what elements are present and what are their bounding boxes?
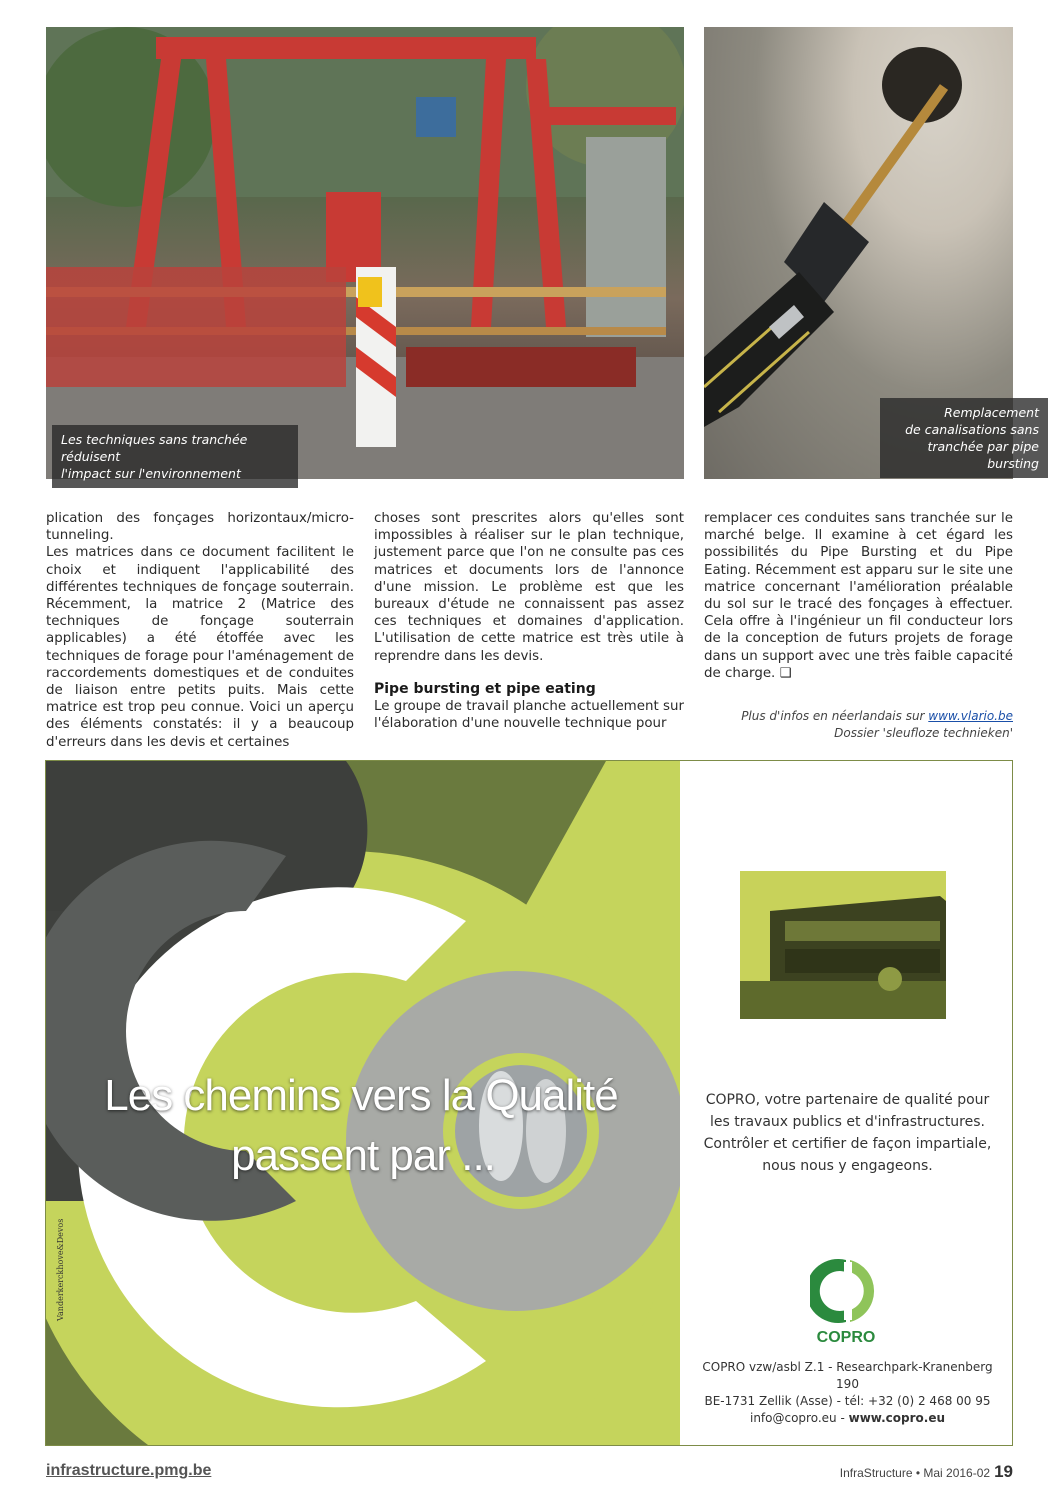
copro-logo-icon — [810, 1256, 882, 1326]
caption-line: Remplacement — [944, 405, 1039, 420]
caption-line: de canalisations sans — [905, 422, 1039, 437]
copro-website-link[interactable]: www.copro.eu — [848, 1411, 946, 1425]
caption-line: Les techniques sans tranchée réduisent — [61, 432, 248, 464]
caption-line: l'impact sur l'environnement — [61, 466, 241, 481]
ad-info-panel — [680, 761, 1013, 1445]
section-subheading: Pipe bursting et pipe eating — [374, 680, 596, 697]
page-number: 19 — [994, 1462, 1013, 1481]
ad-blurb: COPRO, votre partenaire de qualité pour les travaux publics et d'infrastructures. Contrôler et certifier de façon impartiale, nous nous y engageons. — [703, 1092, 992, 1174]
ad-artwork — [46, 761, 680, 1445]
design-credit: Vanderkerckhove&Devos — [56, 1218, 65, 1321]
article-text: choses sont prescrites alors qu'elles sont impossibles à réaliser sur le plan technique, justement parce que l'on ne consulte pas ces matrices et documents lors de l'annonce d'une mission. Le problème est que les bureaux d'étude ne connaissent pas assez ces techniques et domaines d'application. L'utilisation de cette matrice est très utile à reprendre dans les devis. — [374, 511, 684, 664]
article-text: remplacer ces conduites sans tranchée sur le marché belge. Il examine à cet égard les possibilités du Pipe Bursting et du Pipe Eating. Récemment est apparu sur le site une matrice concernant l'amélioration préalable du sol sur le tracé des fonçages à effectuer. Cela offre à l'ingénieur un fil conducteur lors de la conception de futurs projets de forage dans un support avec une très faible capacité de charge. ❑ — [704, 511, 1013, 681]
ad-headline-line-2: passent par ... — [231, 1131, 495, 1180]
address-line: BE-1731 Zellik (Asse) - tél: +32 (0) 2 468 00 95 — [704, 1394, 991, 1408]
issue-label: InfraStructure • Mai 2016-02 — [839, 1466, 991, 1480]
copro-advertisement — [45, 760, 1013, 1446]
dossier-name: Dossier 'sleufloze technieken' — [834, 726, 1013, 740]
copro-address — [690, 1359, 1005, 1427]
copro-building-image — [740, 871, 946, 1019]
article-column-1 — [46, 510, 354, 751]
more-info — [713, 708, 1013, 742]
article-text: Le groupe de travail planche actuellement sur l'élaboration d'une nouvelle technique pour — [374, 699, 684, 732]
gantry-crane-illustration — [46, 27, 684, 479]
vlario-link[interactable]: www.vlario.be — [928, 709, 1013, 723]
article-column-2 — [374, 510, 684, 732]
caption-line: tranchée par pipe bursting — [927, 439, 1039, 471]
address-email[interactable]: info@copro.eu - — [749, 1411, 849, 1425]
article-text: plication des fonçages horizontaux/micro-tunneling. Les matrices dans ce document facilitent le choix et indiquent l'applicabilité des différentes techniques de fonçage souterrain. Récemment, la matrice 2 (Matrice des techniques de fonçage souterrain applicables) a été étoffée avec les techniques de forage pour l'aménagement de raccordements domestiques et de conduites de liaison entre petits puits. Mais cette matrice est trop peu connue. Voici un aperçu des éléments constatés: il y a beaucoup d'erreurs dans les devis et certaines — [46, 511, 354, 750]
photo-caption-left — [52, 425, 298, 488]
construction-site-photo — [46, 27, 684, 479]
more-info-prefix: Plus d'infos en néerlandais sur — [741, 709, 929, 723]
footer-issue — [840, 1462, 1013, 1482]
photo-caption-right — [880, 398, 1048, 478]
footer-site-link[interactable]: infrastructure.pmg.be — [46, 1462, 212, 1479]
ad-headline-line-1: Les chemins vers la Qualité — [104, 1071, 618, 1120]
article-column-3 — [704, 510, 1013, 682]
building-illustration — [740, 871, 946, 1019]
address-line: COPRO vzw/asbl Z.1 - Researchpark-Kranenberg 190 — [702, 1360, 993, 1391]
copro-wordmark: COPRO — [816, 1329, 876, 1346]
